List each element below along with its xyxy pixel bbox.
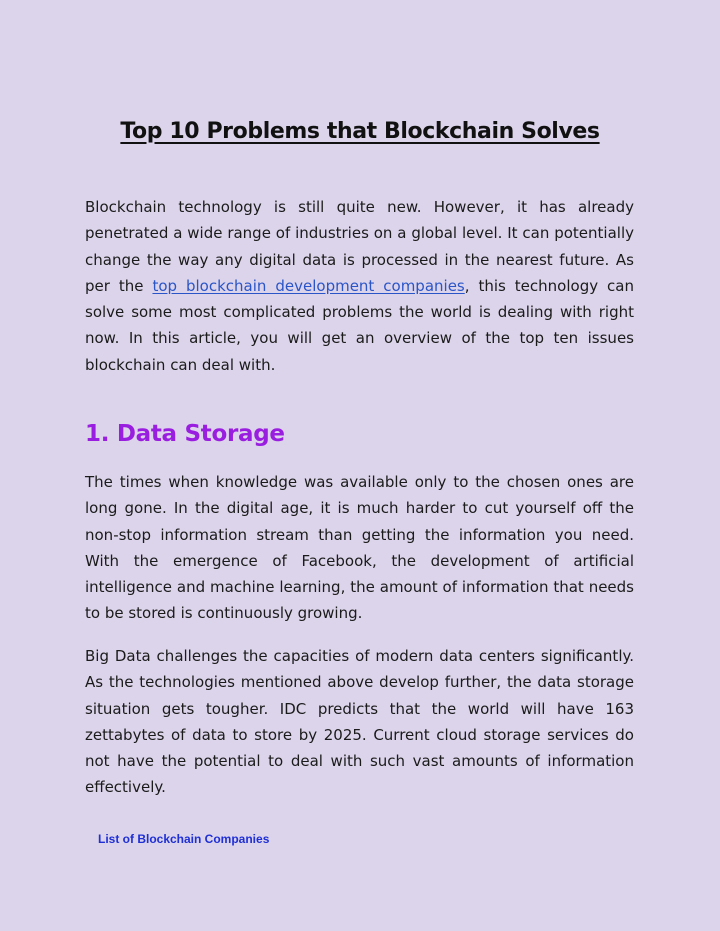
list-of-blockchain-companies-link[interactable]: List of Blockchain Companies	[98, 832, 270, 846]
page-title: Top 10 Problems that Blockchain Solves	[120, 119, 600, 144]
section-heading-data-storage: 1. Data Storage	[85, 421, 285, 447]
intro-paragraph	[85, 194, 634, 378]
section-paragraph: The times when knowledge was available only to the chosen ones are long gone. In the digital age, it is much harder to cut yourself off the non-stop information stream than getting the information you need. With the emergence of Facebook, the development of artificial intelligence and machine learning, the amount of information that needs to be stored is continuously growing.	[85, 473, 634, 623]
blockchain-companies-link[interactable]: top blockchain development companies	[152, 276, 465, 295]
intro-text-before-link: Blockchain technology is still quite new. However, it has already penetrated a wide range of industries on a global level. It can potentially change the way any digital data is processed in the nearest future. As per the	[85, 198, 634, 295]
section-paragraph: Big Data challenges the capacities of modern data centers significantly. As the technologies mentioned above develop further, the data storage situation gets tougher. IDC predicts that the world will have 163 zettabytes of data to store by 2025. Current cloud storage services do not have the potential to deal with such vast amounts of information effectively.	[85, 647, 634, 797]
intro-text-after-link: , this technology can solve some most complicated problems the world is dealing with right now. In this article, you will get an overview of the top ten issues blockchain can deal with.	[85, 276, 634, 374]
